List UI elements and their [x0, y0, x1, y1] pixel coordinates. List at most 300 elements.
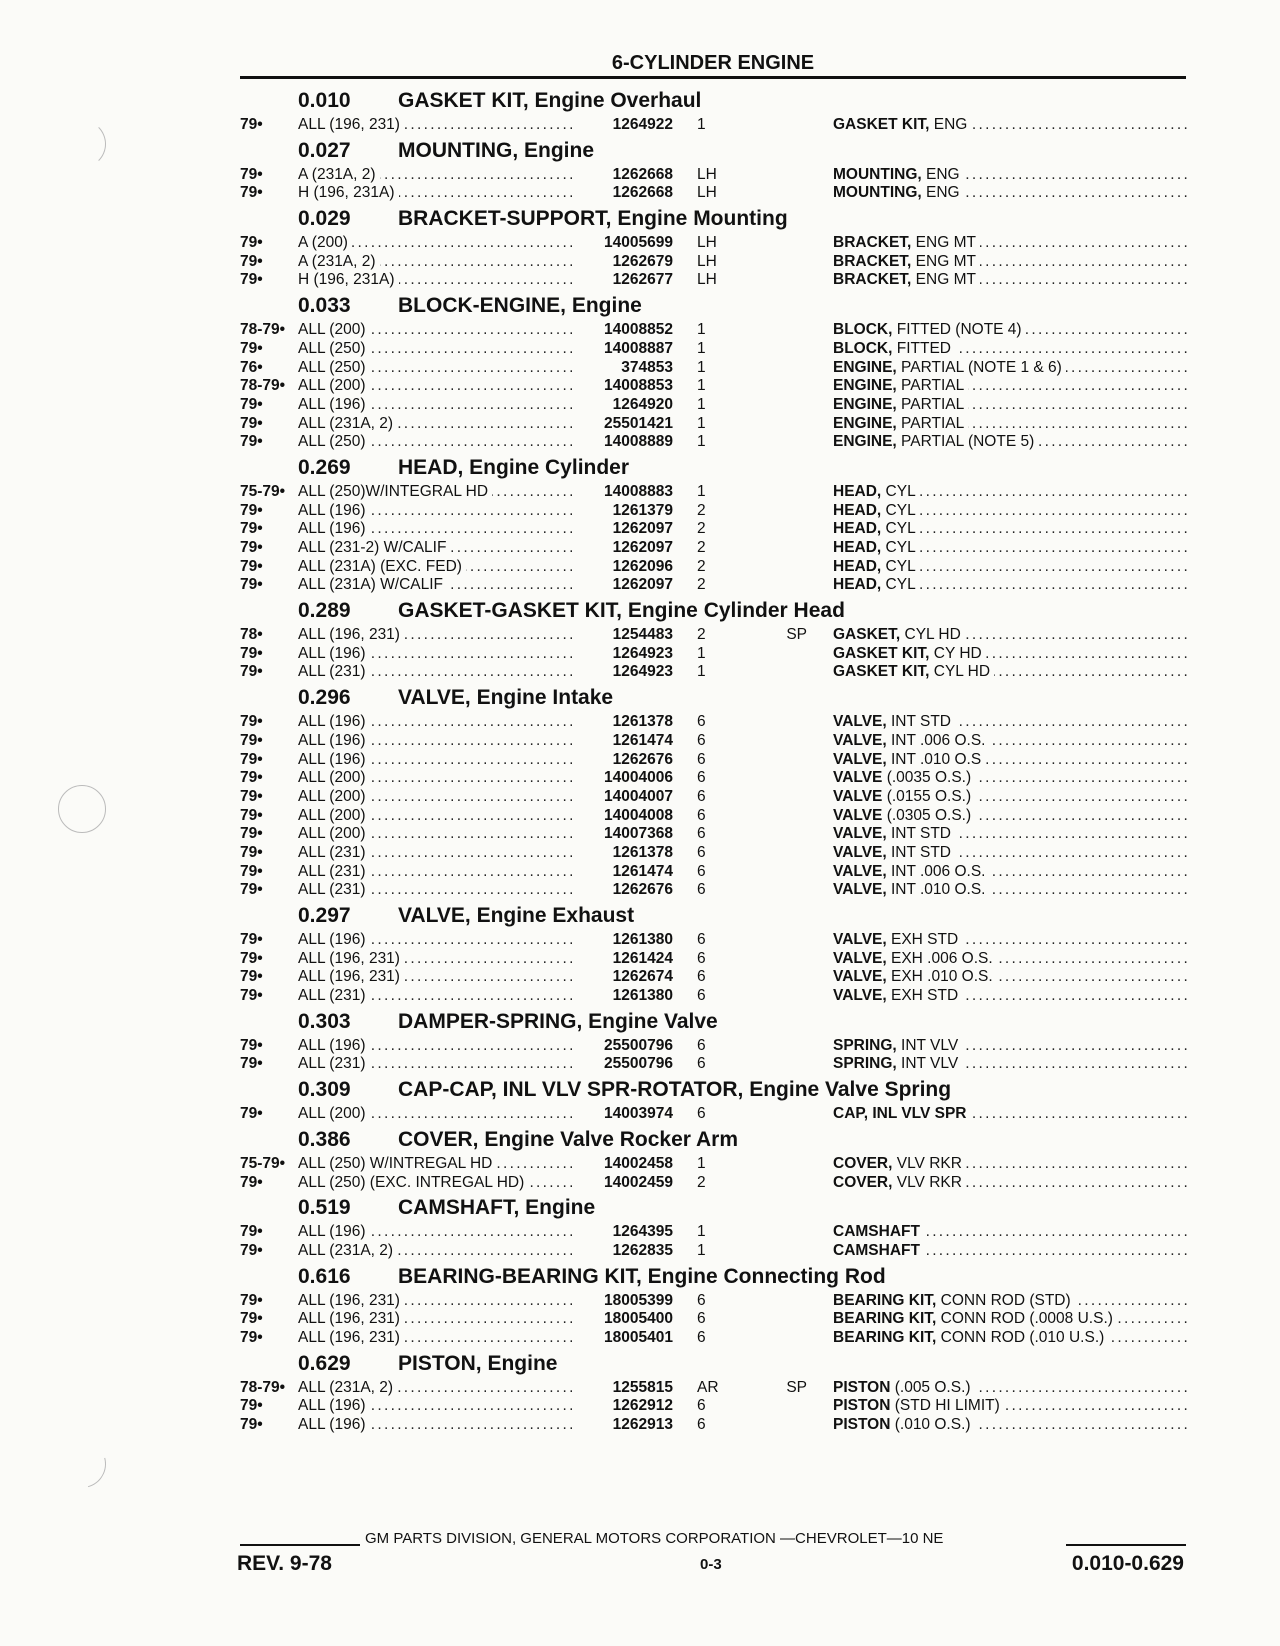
part-number: 1261474 [573, 732, 673, 751]
description-keyword: ENGINE, [833, 358, 897, 376]
description-keyword: VALVE, [833, 881, 887, 899]
section-code: 0.010 [298, 89, 351, 112]
description-text [833, 1155, 966, 1172]
description [833, 502, 1190, 521]
description-keyword: VALVE, [833, 825, 887, 843]
description-text [833, 645, 986, 662]
application-text: ALL (196) [298, 931, 370, 948]
application [298, 377, 573, 396]
part-row [240, 1055, 1190, 1074]
parts-section [240, 596, 1190, 682]
description-keyword: CAP, INL VLV SPR [833, 1105, 967, 1123]
description [833, 732, 1190, 751]
application [298, 1174, 573, 1193]
model-year: 79• [240, 750, 263, 768]
description [833, 881, 1190, 900]
parts-section [240, 291, 1190, 452]
application-text: ALL (231) [298, 844, 370, 861]
description-keyword: SPRING, [833, 1055, 897, 1073]
part-number: 1261474 [573, 863, 673, 882]
model-year: 79• [240, 806, 263, 824]
description-keyword: SPRING, [833, 1036, 897, 1054]
application [298, 863, 573, 882]
part-row [240, 987, 1190, 1006]
description-detail: CONN ROD (.010 U.S.) [936, 1328, 1105, 1346]
description [833, 359, 1190, 378]
description-keyword: VALVE, [833, 931, 887, 948]
description-keyword: HEAD, [833, 539, 882, 556]
description-keyword: GASKET, [833, 626, 901, 644]
model-year: 79• [240, 713, 263, 731]
parts-section [240, 1007, 1190, 1074]
description-detail: ENG MT [911, 252, 976, 270]
part-row [240, 520, 1190, 539]
application [298, 539, 573, 558]
footer-page-number: 0-3 [700, 1556, 722, 1573]
part-number: 1261424 [573, 950, 673, 969]
application [298, 271, 573, 290]
section-code: 0.386 [298, 1127, 351, 1151]
part-row [240, 1416, 1190, 1435]
application [298, 844, 573, 863]
model-year: 79• [240, 414, 263, 432]
description [833, 931, 1190, 950]
section-header [240, 1193, 1190, 1223]
description-detail: CY HD [929, 644, 982, 662]
description-text [833, 732, 989, 749]
application-text: ALL (200) [298, 807, 370, 824]
quantity: LH [697, 234, 717, 252]
section-title: CAMSHAFT, Engine [398, 1196, 596, 1220]
description-detail: EXH STD [886, 987, 959, 1005]
description-detail: PARTIAL (NOTE 5) [896, 433, 1035, 451]
quantity: 6 [697, 1310, 706, 1328]
application-text: ALL (231) [298, 863, 370, 880]
description-keyword: PISTON [833, 1416, 891, 1433]
service-note: SP [786, 1378, 807, 1396]
part-row [240, 825, 1190, 844]
part-row [240, 271, 1190, 290]
description-keyword: VALVE, [833, 843, 887, 861]
part-number: 1262097 [573, 576, 673, 595]
section-title: MOUNTING, Engine [398, 138, 594, 162]
parts-section [240, 683, 1190, 900]
section-title: PISTON, Engine [398, 1351, 558, 1375]
description-text [833, 1310, 1117, 1327]
application-text: ALL (200) [298, 769, 370, 786]
description-text [833, 1223, 924, 1240]
application-text: ALL (231A, 2) [298, 415, 397, 432]
part-row [240, 1310, 1190, 1329]
section-title: GASKET KIT, Engine Overhaul [398, 89, 702, 112]
description-detail: CYL [881, 482, 916, 500]
quantity: 6 [697, 949, 706, 967]
section-title: GASKET-GASKET KIT, Engine Cylinder Head [398, 599, 845, 623]
part-row [240, 253, 1190, 272]
quantity: 2 [697, 626, 706, 644]
model-year: 79• [240, 881, 263, 899]
description [833, 1242, 1190, 1261]
section-header [240, 204, 1190, 234]
description-keyword: GASKET KIT, [833, 663, 930, 681]
description-text [833, 663, 994, 680]
section-code: 0.629 [298, 1351, 351, 1375]
part-row [240, 626, 1190, 645]
part-row [240, 483, 1190, 502]
description-detail: PARTIAL [896, 395, 965, 413]
description-text [833, 1174, 966, 1191]
part-row [240, 931, 1190, 950]
model-year: 79• [240, 433, 263, 451]
model-year: 79• [240, 576, 263, 594]
quantity: 6 [697, 806, 706, 824]
description [833, 1310, 1190, 1329]
footer-rule-left [240, 1544, 360, 1546]
application [298, 663, 573, 682]
model-year: 78-79• [240, 321, 286, 339]
application-text: ALL (200) [298, 788, 370, 805]
application [298, 502, 573, 521]
part-row [240, 645, 1190, 664]
footer-rule-right [1066, 1544, 1186, 1546]
description-detail: PARTIAL [896, 414, 965, 432]
application [298, 931, 573, 950]
part-number: 18005400 [573, 1310, 673, 1329]
description-text [833, 1292, 1075, 1309]
description-keyword: BEARING KIT, [833, 1291, 937, 1309]
application [298, 116, 573, 135]
application-text: ALL (196, 231) [298, 116, 404, 133]
part-number: 1262677 [573, 271, 673, 290]
description-text [833, 751, 985, 768]
description-text [833, 558, 920, 575]
model-year: 79• [240, 252, 263, 270]
description-text [833, 502, 920, 519]
model-year: 79• [240, 339, 263, 357]
description-detail: PARTIAL (NOTE 1 & 6) [896, 358, 1062, 376]
section-code: 0.616 [298, 1264, 351, 1288]
description-keyword: VALVE, [833, 862, 887, 880]
description-text [833, 433, 1038, 450]
part-row [240, 1037, 1190, 1056]
section-code: 0.269 [298, 455, 351, 479]
application-text: H (196, 231A) [298, 184, 399, 201]
application-text: A (231A, 2) [298, 253, 380, 270]
section-header [240, 291, 1190, 321]
description-keyword: VALVE [833, 787, 883, 805]
service-note: SP [786, 626, 807, 644]
description-keyword: VALVE [833, 806, 883, 824]
application-text: ALL (200) [298, 825, 370, 842]
part-row [240, 396, 1190, 415]
application [298, 1329, 573, 1348]
description [833, 1155, 1190, 1174]
description-text [833, 931, 962, 948]
footer-publisher: GM PARTS DIVISION, GENERAL MOTORS CORPORATION —CHEVROLET—10 NE [365, 1530, 944, 1547]
description-detail: CYL HD [929, 663, 991, 681]
part-row [240, 359, 1190, 378]
description-detail: EXH STD [886, 931, 959, 948]
part-row [240, 415, 1190, 434]
description-keyword: VALVE, [833, 949, 887, 967]
description-keyword: VALVE, [833, 987, 887, 1005]
part-number: 14005699 [573, 234, 673, 253]
application [298, 433, 573, 452]
description-text [833, 415, 968, 432]
application [298, 713, 573, 732]
application-text: ALL (196, 231) [298, 950, 404, 967]
part-row [240, 184, 1190, 203]
application-text: ALL (231A) W/CALIF [298, 576, 447, 593]
description-text [833, 950, 997, 967]
quantity: 1 [697, 395, 706, 413]
description-text [833, 769, 975, 786]
footer-revision: REV. 9-78 [237, 1552, 332, 1575]
application [298, 359, 573, 378]
description [833, 950, 1190, 969]
description-keyword: VALVE, [833, 750, 887, 768]
quantity: 6 [697, 1416, 706, 1433]
description-detail: CYL [881, 520, 916, 538]
model-year: 79• [240, 663, 263, 681]
part-number: 1264920 [573, 396, 673, 415]
section-title: HEAD, Engine Cylinder [398, 455, 630, 479]
description-keyword: BLOCK, [833, 339, 893, 357]
part-number: 25500796 [573, 1055, 673, 1074]
description-detail: (.0305 O.S.) [882, 806, 972, 824]
description [833, 558, 1190, 577]
quantity: 6 [697, 713, 706, 731]
section-code: 0.027 [298, 138, 351, 162]
quantity: 6 [697, 843, 706, 861]
description-text [833, 1037, 962, 1054]
part-row [240, 1174, 1190, 1193]
quantity: 2 [697, 539, 706, 556]
description-text [833, 234, 980, 251]
part-number: 1261378 [573, 713, 673, 732]
description-keyword: ENGINE, [833, 414, 897, 432]
application-text: ALL (196) [298, 502, 370, 519]
application [298, 520, 573, 539]
part-row [240, 116, 1190, 135]
quantity: 1 [697, 414, 706, 432]
description-text [833, 166, 964, 183]
part-row [240, 433, 1190, 452]
application-text: ALL (231) [298, 881, 370, 898]
part-row [240, 863, 1190, 882]
description-detail: CYL [881, 501, 916, 519]
part-number: 1262097 [573, 539, 673, 558]
description [833, 433, 1190, 452]
description [833, 184, 1190, 203]
application [298, 1155, 573, 1174]
section-header [240, 136, 1190, 166]
section-title: BEARING-BEARING KIT, Engine Connecting Rod [398, 1264, 886, 1288]
model-year: 79• [240, 1291, 263, 1309]
description [833, 1292, 1190, 1311]
quantity: 6 [697, 931, 706, 948]
section-header [240, 683, 1190, 713]
part-row [240, 950, 1190, 969]
part-row [240, 788, 1190, 807]
part-row [240, 576, 1190, 595]
quantity: 2 [697, 557, 706, 575]
model-year: 79• [240, 395, 263, 413]
description-detail: INT .006 O.S. [886, 731, 986, 749]
quantity: 1 [697, 433, 706, 451]
quantity: 6 [697, 787, 706, 805]
section-title: DAMPER-SPRING, Engine Valve [398, 1009, 718, 1033]
application [298, 1055, 573, 1074]
model-year: 79• [240, 825, 263, 843]
application [298, 807, 573, 826]
application [298, 626, 573, 645]
model-year: 79• [240, 787, 263, 805]
part-row [240, 1292, 1190, 1311]
description-keyword: HEAD, [833, 501, 882, 519]
section-title: VALVE, Engine Exhaust [398, 904, 635, 927]
application-text: ALL (231) [298, 987, 370, 1004]
model-year: 79• [240, 843, 263, 861]
description-detail: (.0155 O.S.) [882, 787, 972, 805]
parts-section [240, 901, 1190, 1006]
application [298, 576, 573, 595]
part-number: 18005401 [573, 1329, 673, 1348]
part-row [240, 321, 1190, 340]
part-number: 14003974 [573, 1105, 673, 1124]
section-header [240, 1262, 1190, 1292]
application [298, 558, 573, 577]
model-year: 79• [240, 949, 263, 967]
parts-list [240, 86, 1190, 1436]
description-text [833, 1055, 962, 1072]
model-year: 79• [240, 234, 263, 252]
description [833, 539, 1190, 558]
quantity: 6 [697, 825, 706, 843]
application [298, 166, 573, 185]
model-year: 79• [240, 520, 263, 538]
binder-hole-bottom [49, 1431, 115, 1497]
description [833, 987, 1190, 1006]
part-row [240, 1379, 1190, 1398]
quantity: 6 [697, 987, 706, 1005]
model-year: 79• [240, 931, 263, 948]
model-year: 79• [240, 987, 263, 1005]
description-detail: ENG [921, 165, 960, 183]
part-number: 14008853 [573, 377, 673, 396]
model-year: 78-79• [240, 1378, 286, 1396]
model-year: 79• [240, 1328, 263, 1346]
description [833, 415, 1190, 434]
parts-section [240, 1125, 1190, 1192]
description-detail: (.005 O.S.) [890, 1378, 971, 1396]
description [833, 769, 1190, 788]
description [833, 844, 1190, 863]
application-text: ALL (250)W/INTEGRAL HD [298, 483, 492, 500]
description [833, 377, 1190, 396]
description [833, 253, 1190, 272]
part-number: 1262668 [573, 166, 673, 185]
model-year: 76• [240, 358, 263, 376]
description-detail: INT .010 O.S [886, 750, 982, 768]
description [833, 340, 1190, 359]
part-row [240, 234, 1190, 253]
part-number: 1262097 [573, 520, 673, 539]
quantity: 1 [697, 663, 706, 681]
description-text [833, 968, 997, 985]
model-year: 75-79• [240, 482, 286, 500]
section-header [240, 1075, 1190, 1105]
quantity: LH [697, 252, 717, 270]
application-text: ALL (196, 231) [298, 968, 404, 985]
description [833, 807, 1190, 826]
description-text [833, 1379, 975, 1396]
section-code: 0.303 [298, 1009, 351, 1033]
part-row [240, 844, 1190, 863]
part-row [240, 1223, 1190, 1242]
model-year: 79• [240, 769, 263, 787]
application [298, 415, 573, 434]
application-text: ALL (196) [298, 1416, 370, 1433]
part-number: 14008887 [573, 340, 673, 359]
model-year: 79• [240, 862, 263, 880]
quantity: 6 [697, 862, 706, 880]
quantity: 6 [697, 1105, 706, 1123]
part-row [240, 732, 1190, 751]
part-row [240, 807, 1190, 826]
application [298, 396, 573, 415]
description-text [833, 987, 962, 1004]
model-year: 79• [240, 1223, 263, 1241]
description [833, 483, 1190, 502]
part-number: 1262674 [573, 968, 673, 987]
description [833, 1037, 1190, 1056]
description-text [833, 340, 955, 357]
description-detail: CYL [881, 576, 916, 594]
model-year: 79• [240, 271, 263, 289]
description-keyword: VALVE, [833, 713, 887, 731]
quantity: 2 [697, 1173, 706, 1191]
quantity: 6 [697, 1055, 706, 1073]
model-year: 79• [240, 1055, 263, 1073]
application [298, 825, 573, 844]
quantity: 6 [697, 769, 706, 787]
description-keyword: ENGINE, [833, 433, 897, 451]
description-detail: ENG MT [911, 234, 976, 252]
model-year: 79• [240, 1241, 263, 1259]
part-number: 1264923 [573, 663, 673, 682]
quantity: 6 [697, 1397, 706, 1415]
part-number: 14008852 [573, 321, 673, 340]
model-year: 79• [240, 1173, 263, 1191]
quantity: AR [697, 1378, 719, 1396]
application-text: ALL (196, 231) [298, 626, 404, 643]
parts-section [240, 1193, 1190, 1260]
description [833, 751, 1190, 770]
section-header [240, 1125, 1190, 1155]
description-text [833, 1105, 971, 1122]
section-title: VALVE, Engine Intake [398, 686, 614, 710]
part-number: 1262835 [573, 1242, 673, 1261]
part-number: 25501421 [573, 415, 673, 434]
part-row [240, 1397, 1190, 1416]
model-year: 78• [240, 626, 263, 644]
quantity: 6 [697, 881, 706, 899]
description-keyword: VALVE [833, 769, 883, 787]
binder-hole-middle [58, 785, 106, 833]
application-text: ALL (250) W/INTREGAL HD [298, 1155, 496, 1172]
section-code: 0.309 [298, 1078, 351, 1102]
